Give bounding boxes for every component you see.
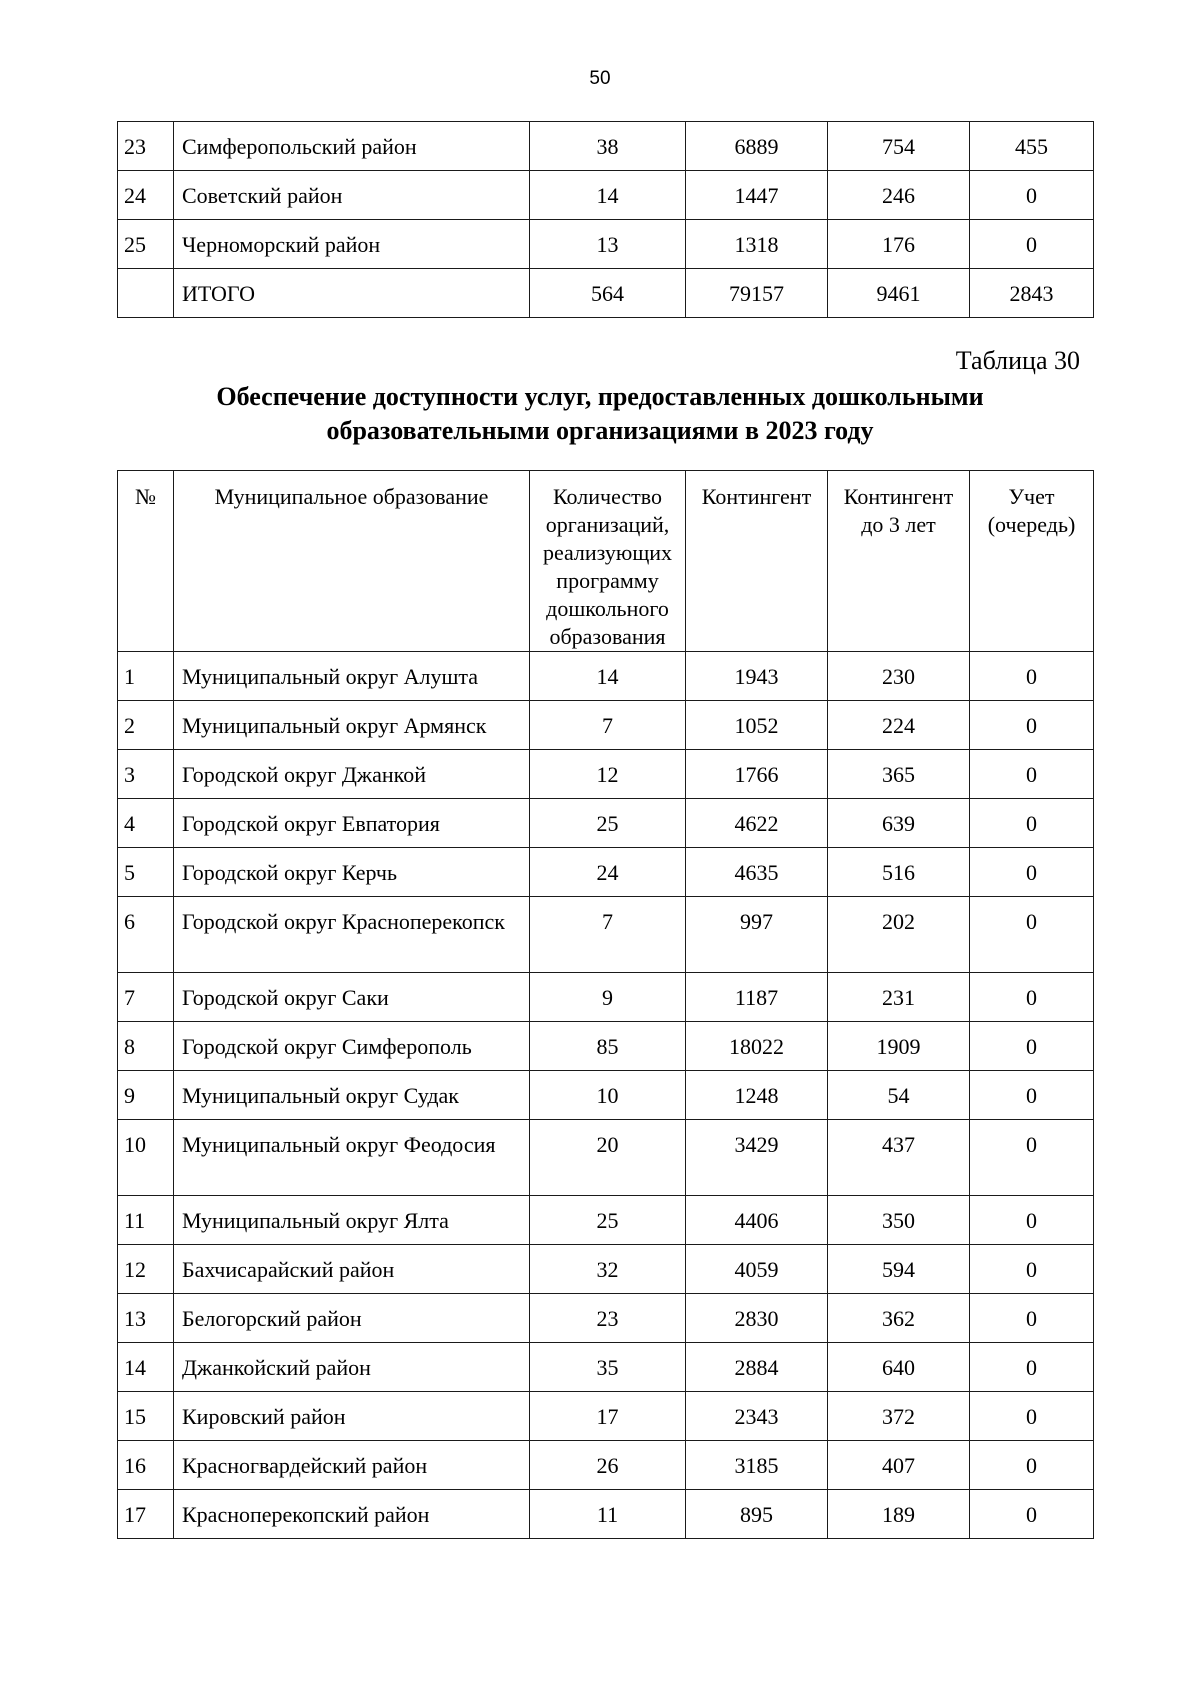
cell-orgs: 17 bbox=[530, 1392, 686, 1441]
cell-name: Красноперекопский район bbox=[174, 1490, 530, 1539]
cell-contingent: 4406 bbox=[686, 1196, 828, 1245]
table-title bbox=[0, 380, 1200, 448]
cell-no: 2 bbox=[118, 701, 174, 750]
cell-no: 13 bbox=[118, 1294, 174, 1343]
cell-under3: 437 bbox=[828, 1120, 970, 1196]
cell-queue: 0 bbox=[970, 1294, 1094, 1343]
cell-no: 6 bbox=[118, 897, 174, 973]
cell-no: 14 bbox=[118, 1343, 174, 1392]
cell-contingent: 1318 bbox=[686, 220, 828, 269]
cell-under3: 516 bbox=[828, 848, 970, 897]
cell-orgs: 24 bbox=[530, 848, 686, 897]
cell-contingent: 3429 bbox=[686, 1120, 828, 1196]
cell-queue: 0 bbox=[970, 1071, 1094, 1120]
cell-orgs: 26 bbox=[530, 1441, 686, 1490]
table-caption: Таблица 30 bbox=[955, 346, 1080, 375]
cell-orgs: 7 bbox=[530, 701, 686, 750]
table-row bbox=[118, 1196, 1094, 1245]
cell-name: Муниципальный округ Феодосия bbox=[174, 1120, 530, 1196]
table-row bbox=[118, 269, 1094, 318]
cell-orgs: 11 bbox=[530, 1490, 686, 1539]
cell-queue: 0 bbox=[970, 1343, 1094, 1392]
cell-orgs: 85 bbox=[530, 1022, 686, 1071]
cell-contingent: 895 bbox=[686, 1490, 828, 1539]
cell-queue: 0 bbox=[970, 799, 1094, 848]
cell-no: 4 bbox=[118, 799, 174, 848]
cell-queue: 455 bbox=[970, 122, 1094, 171]
cell-orgs: 7 bbox=[530, 897, 686, 973]
cell-queue: 0 bbox=[970, 701, 1094, 750]
table-row bbox=[118, 848, 1094, 897]
main-table bbox=[117, 470, 1094, 1539]
cell-under3: 639 bbox=[828, 799, 970, 848]
cell-contingent: 1447 bbox=[686, 171, 828, 220]
cell-under3: 350 bbox=[828, 1196, 970, 1245]
cell-no: 5 bbox=[118, 848, 174, 897]
table-row bbox=[118, 1071, 1094, 1120]
table-row bbox=[118, 1120, 1094, 1196]
cell-orgs: 35 bbox=[530, 1343, 686, 1392]
cell-name: Муниципальный округ Ялта bbox=[174, 1196, 530, 1245]
cell-contingent: 2343 bbox=[686, 1392, 828, 1441]
cell-under3: 54 bbox=[828, 1071, 970, 1120]
table-row bbox=[118, 973, 1094, 1022]
cell-contingent: 1943 bbox=[686, 652, 828, 701]
cell-queue: 0 bbox=[970, 1120, 1094, 1196]
cell-no: 25 bbox=[118, 220, 174, 269]
cell-name: Городской округ Красноперекопск bbox=[174, 897, 530, 973]
cell-no: 11 bbox=[118, 1196, 174, 1245]
cell-under3: 202 bbox=[828, 897, 970, 973]
cell-orgs: 20 bbox=[530, 1120, 686, 1196]
table-row bbox=[118, 897, 1094, 973]
cell-no: 1 bbox=[118, 652, 174, 701]
cell-under3: 1909 bbox=[828, 1022, 970, 1071]
table-title-line: Обеспечение доступности услуг, предоставленных дошкольными bbox=[216, 382, 984, 411]
cell-under3: 640 bbox=[828, 1343, 970, 1392]
cell-orgs: 32 bbox=[530, 1245, 686, 1294]
cell-no: 3 bbox=[118, 750, 174, 799]
cell-orgs: 9 bbox=[530, 973, 686, 1022]
cell-no: 8 bbox=[118, 1022, 174, 1071]
cell-name: ИТОГО bbox=[174, 269, 530, 318]
cell-contingent: 3185 bbox=[686, 1441, 828, 1490]
cell-queue: 0 bbox=[970, 1490, 1094, 1539]
cell-under3: 407 bbox=[828, 1441, 970, 1490]
table-row bbox=[118, 652, 1094, 701]
cell-under3: 754 bbox=[828, 122, 970, 171]
cell-no: 24 bbox=[118, 171, 174, 220]
header-row bbox=[118, 471, 1094, 652]
table-row bbox=[118, 1294, 1094, 1343]
header-contingent: Контингент bbox=[686, 471, 828, 652]
table-row bbox=[118, 750, 1094, 799]
table-row bbox=[118, 701, 1094, 750]
cell-queue: 0 bbox=[970, 750, 1094, 799]
cell-no: 9 bbox=[118, 1071, 174, 1120]
cell-contingent: 4635 bbox=[686, 848, 828, 897]
table-row bbox=[118, 171, 1094, 220]
cell-under3: 362 bbox=[828, 1294, 970, 1343]
cell-queue: 2843 bbox=[970, 269, 1094, 318]
table-title-line: образовательными организациями в 2023 году bbox=[326, 416, 874, 445]
cell-under3: 365 bbox=[828, 750, 970, 799]
cell-contingent: 1187 bbox=[686, 973, 828, 1022]
cell-name: Советский район bbox=[174, 171, 530, 220]
cell-name: Черноморский район bbox=[174, 220, 530, 269]
cell-contingent: 1248 bbox=[686, 1071, 828, 1120]
cell-name: Муниципальный округ Судак bbox=[174, 1071, 530, 1120]
cell-under3: 9461 bbox=[828, 269, 970, 318]
cell-orgs: 10 bbox=[530, 1071, 686, 1120]
cell-queue: 0 bbox=[970, 897, 1094, 973]
cell-queue: 0 bbox=[970, 973, 1094, 1022]
cell-orgs: 25 bbox=[530, 799, 686, 848]
cell-name: Джанкойский район bbox=[174, 1343, 530, 1392]
header-under3: Контингент до 3 лет bbox=[828, 471, 970, 652]
cell-contingent: 1052 bbox=[686, 701, 828, 750]
cell-queue: 0 bbox=[970, 220, 1094, 269]
cell-contingent: 79157 bbox=[686, 269, 828, 318]
cell-under3: 231 bbox=[828, 973, 970, 1022]
cell-no: 10 bbox=[118, 1120, 174, 1196]
cell-contingent: 18022 bbox=[686, 1022, 828, 1071]
cell-orgs: 564 bbox=[530, 269, 686, 318]
cell-under3: 224 bbox=[828, 701, 970, 750]
cell-orgs: 25 bbox=[530, 1196, 686, 1245]
cell-name: Городской округ Симферополь bbox=[174, 1022, 530, 1071]
cell-name: Городской округ Евпатория bbox=[174, 799, 530, 848]
cell-contingent: 4622 bbox=[686, 799, 828, 848]
cell-contingent: 2830 bbox=[686, 1294, 828, 1343]
table-row bbox=[118, 122, 1094, 171]
cell-name: Белогорский район bbox=[174, 1294, 530, 1343]
cell-queue: 0 bbox=[970, 1196, 1094, 1245]
table-row bbox=[118, 1441, 1094, 1490]
page-number: 50 bbox=[589, 68, 611, 89]
cell-queue: 0 bbox=[970, 848, 1094, 897]
cell-name: Городской округ Джанкой bbox=[174, 750, 530, 799]
cell-queue: 0 bbox=[970, 1245, 1094, 1294]
table-row bbox=[118, 799, 1094, 848]
cell-name: Муниципальный округ Алушта bbox=[174, 652, 530, 701]
cell-no: 12 bbox=[118, 1245, 174, 1294]
table-row bbox=[118, 1343, 1094, 1392]
cell-under3: 176 bbox=[828, 220, 970, 269]
cell-contingent: 1766 bbox=[686, 750, 828, 799]
table-row bbox=[118, 1490, 1094, 1539]
cell-orgs: 23 bbox=[530, 1294, 686, 1343]
cell-no: 23 bbox=[118, 122, 174, 171]
continued-table bbox=[117, 121, 1094, 318]
cell-queue: 0 bbox=[970, 1392, 1094, 1441]
cell-queue: 0 bbox=[970, 1441, 1094, 1490]
cell-name: Городской округ Саки bbox=[174, 973, 530, 1022]
cell-queue: 0 bbox=[970, 652, 1094, 701]
cell-under3: 189 bbox=[828, 1490, 970, 1539]
cell-under3: 372 bbox=[828, 1392, 970, 1441]
cell-no: 16 bbox=[118, 1441, 174, 1490]
cell-no: 15 bbox=[118, 1392, 174, 1441]
cell-queue: 0 bbox=[970, 1022, 1094, 1071]
header-queue: Учет (очередь) bbox=[970, 471, 1094, 652]
cell-orgs: 13 bbox=[530, 220, 686, 269]
cell-orgs: 14 bbox=[530, 652, 686, 701]
table-row bbox=[118, 1245, 1094, 1294]
table-row bbox=[118, 1392, 1094, 1441]
cell-name: Кировский район bbox=[174, 1392, 530, 1441]
cell-name: Красногвардейский район bbox=[174, 1441, 530, 1490]
cell-under3: 594 bbox=[828, 1245, 970, 1294]
header-no: № bbox=[118, 471, 174, 652]
cell-queue: 0 bbox=[970, 171, 1094, 220]
cell-name: Городской округ Керчь bbox=[174, 848, 530, 897]
cell-no: 7 bbox=[118, 973, 174, 1022]
cell-orgs: 14 bbox=[530, 171, 686, 220]
cell-contingent: 4059 bbox=[686, 1245, 828, 1294]
cell-no: 17 bbox=[118, 1490, 174, 1539]
cell-contingent: 997 bbox=[686, 897, 828, 973]
cell-name: Симферопольский район bbox=[174, 122, 530, 171]
header-orgs: Количество организаций, реализующих программу дошкольного образования bbox=[530, 471, 686, 652]
cell-no bbox=[118, 269, 174, 318]
table-row bbox=[118, 220, 1094, 269]
cell-orgs: 12 bbox=[530, 750, 686, 799]
cell-orgs: 38 bbox=[530, 122, 686, 171]
cell-contingent: 2884 bbox=[686, 1343, 828, 1392]
cell-contingent: 6889 bbox=[686, 122, 828, 171]
header-name: Муниципальное образование bbox=[174, 471, 530, 652]
cell-under3: 246 bbox=[828, 171, 970, 220]
table-row bbox=[118, 1022, 1094, 1071]
cell-name: Бахчисарайский район bbox=[174, 1245, 530, 1294]
cell-name: Муниципальный округ Армянск bbox=[174, 701, 530, 750]
cell-under3: 230 bbox=[828, 652, 970, 701]
